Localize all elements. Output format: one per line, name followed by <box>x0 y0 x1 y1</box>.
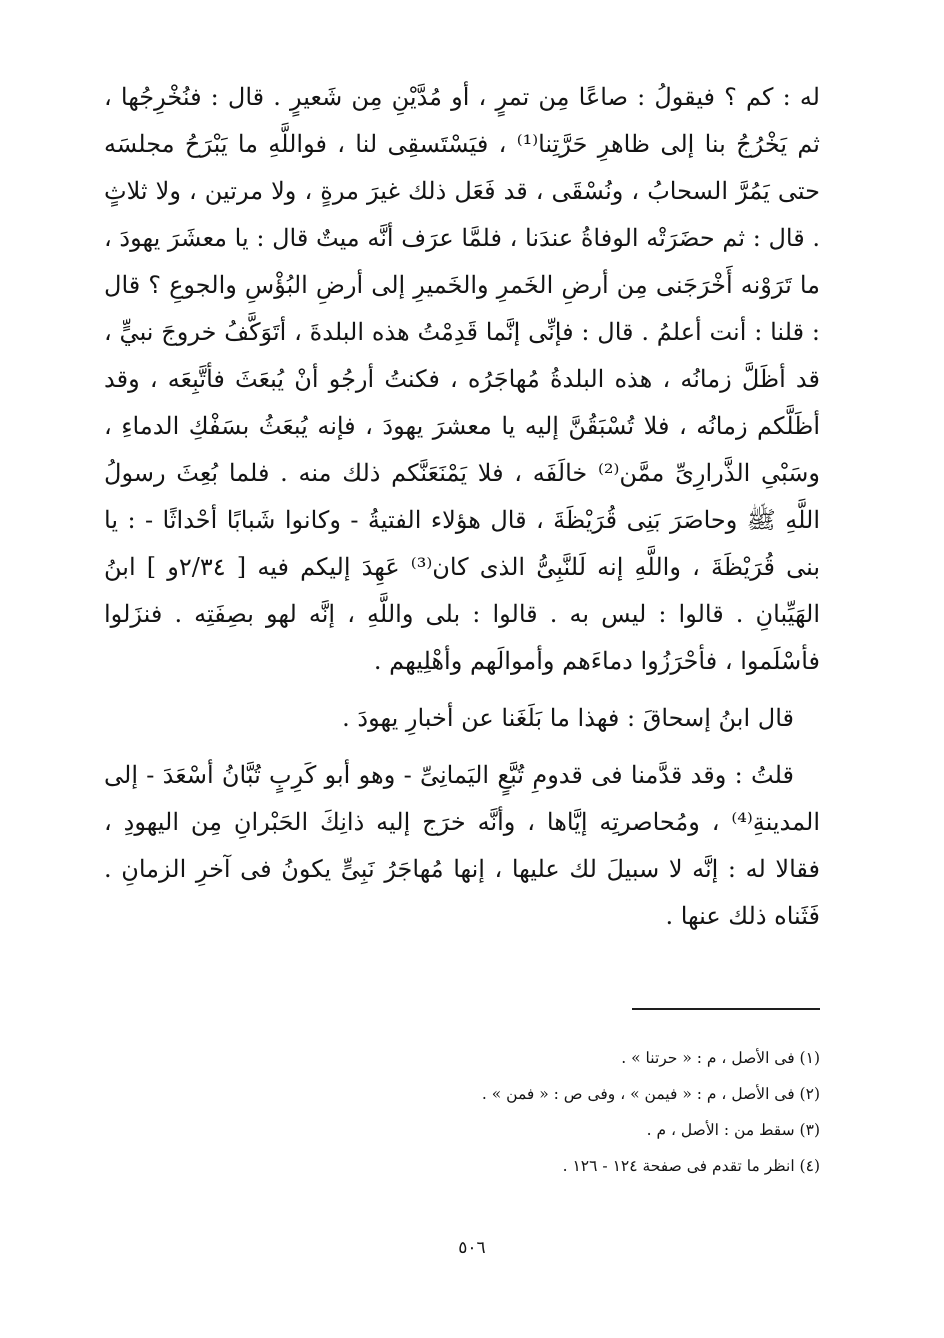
paragraph: قال ابنُ إسحاقَ : فهذا ما بَلَغَنا عن أخبارِ يهودَ . <box>342 704 794 732</box>
footnote: (٤) انظر ما تقدم فى صفحة ١٢٤ - ١٢٦ . <box>562 1157 820 1175</box>
footnote-separator <box>632 1008 820 1010</box>
footnotes <box>300 1040 820 1184</box>
paragraph: له : كم ؟ فيقولُ : صاعًا مِن تمرٍ ، أو مُدَّيْنِ مِن شَعيرٍ . قال : فنُخْرِجُها ، ثم يَخْرُجُ بنا إلى ظاهرِ حَرَّتِنا⁽¹⁾ ، فيَسْتَسقِى لنا ، فواللَّهِ ما يَبْرَحُ مجلسَه حتى يَمُرَّ السحابُ ، ونُسْقَى ، قد فَعَل ذلك غيرَ مرةٍ ، ولا مرتين ، ولا ثلاثٍ . قال : ثم حضَرَتْه الوفاةُ عندَنا ، فلمَّا عرَف أنَّه ميتٌ قال : يا معشَرَ يهودَ ، ما تَرَوْنه أَخْرَجَنى مِن أرضِ الخَمرِ والخَميرِ إلى أرضِ البُؤْسِ والجوعِ ؟ قال : قلنا : أنت أعلمُ . قال : فإنِّى إنَّما قَدِمْتُ هذه البلدةَ ، أتَوَكَّفُ خروجَ نبيٍّ ، قد أظَلَّ زمانُه ، هذه البلدةُ مُهاجَرُه ، فكنتُ أرجُو أنْ يُبعَثَ فأتَّبِعَه ، وقد أظَلَّكم زمانُه ، فلا تُسْبَقُنَّ إليه يا معشرَ يهودَ ، فإنه يُبعَثُ بسَفْكِ الدماءِ ، وسَبْىِ الذَّرارِىِّ ممَّن⁽²⁾ خالَفَه ، فلا يَمْنَعَنَّكم ذلك منه . فلما بُعِثَ رسولُ اللَّهِ ﷺ وحاصَرَ بَنِى قُرَيْظَةَ ، قال هؤلاء الفتيةُ - وكانوا شَبابًا أحْداثًا - : يا بنى قُرَيْظَةَ ، واللَّهِ إنه لَلنَّبِىُّ الذى كان⁽³⁾ عَهِدَ إليكم فيه [ ٢/٣٤و ] ابنُ الهَيِّبانِ . قالوا : ليس به . قالوا : بلى واللَّهِ ، إنَّه لهو بصِفَتِه . فنزَلوا فأسْلَموا ، فأحْرَزُوا دماءَهم وأموالَهم وأهْلِيهم . <box>104 83 820 675</box>
footnote: (١) فى الأصل ، م : « حرتنا » . <box>621 1049 820 1067</box>
paragraph: قلتُ : وقد قدَّمنا فى قدومِ تُبَّعٍ اليَمانِىِّ - وهو أبو كَرِبٍ تُبَّانُ أسْعَدَ - إلى المدينةِ⁽⁴⁾ ، ومُحاصرتِه إيَّاها ، وأنَّه خرَج إليه ذانِكَ الحَبْرانِ مِن اليهودِ ، فقالا له : إنَّه لا سبيلَ لك عليها ، إنها مُهاجَرُ نَبِىٍّ يكونُ فى آخرِ الزمانِ . فَثَناه ذلك عنها . <box>104 761 820 930</box>
footnote: (٢) فى الأصل ، م : « فيمن » ، وفى ص : « فمن » . <box>481 1085 820 1103</box>
footnote: (٣) سقط من : الأصل ، م . <box>646 1121 820 1139</box>
main-text <box>104 74 820 940</box>
page-number: ٥٠٦ <box>458 1238 486 1258</box>
